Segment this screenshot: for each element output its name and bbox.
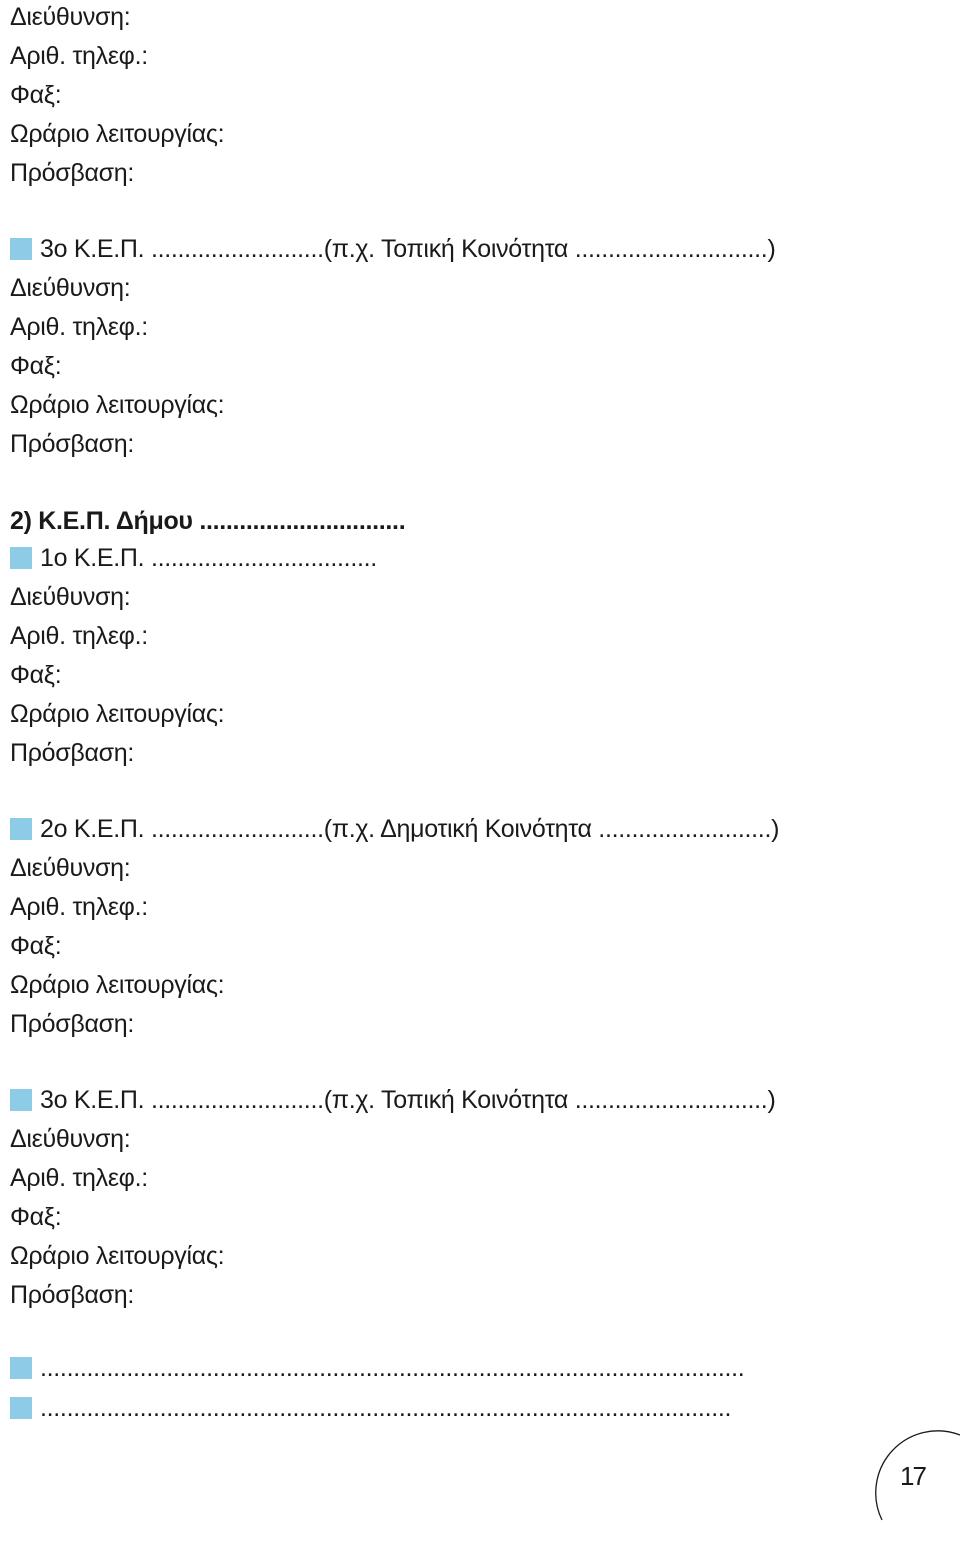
bullet-square-icon: [10, 238, 32, 260]
fax-label: Φαξ:: [10, 352, 62, 380]
section-heading: 2) Κ.Ε.Π. Δήμου ...............................: [10, 507, 406, 535]
address-label: Διεύθυνση:: [10, 3, 131, 31]
kep-entry-title: 1ο Κ.Ε.Π. ..................................: [40, 544, 377, 572]
blank-dotted-line: ..........................................................................................................: [40, 1354, 745, 1382]
address-label: Διεύθυνση:: [10, 854, 131, 882]
bullet-square-icon: [10, 818, 32, 840]
bullet-square-icon: [10, 1089, 32, 1111]
access-label: Πρόσβαση:: [10, 1281, 135, 1309]
kep-entry-title: 3ο Κ.Ε.Π. ..........................(π.χ. Τοπική Κοινότητα .............................): [40, 1086, 776, 1114]
hours-label: Ωράριο λειτουργίας:: [10, 391, 225, 419]
address-label: Διεύθυνση:: [10, 274, 131, 302]
fax-label: Φαξ:: [10, 1203, 62, 1231]
hours-label: Ωράριο λειτουργίας:: [10, 1242, 225, 1270]
fax-label: Φαξ:: [10, 81, 62, 109]
access-label: Πρόσβαση:: [10, 739, 135, 767]
address-label: Διεύθυνση:: [10, 1125, 131, 1153]
address-label: Διεύθυνση:: [10, 583, 131, 611]
kep-entry-title: 3ο Κ.Ε.Π. ..........................(π.χ. Τοπική Κοινότητα .............................): [40, 235, 776, 263]
phone-label: Αριθ. τηλεφ.:: [10, 313, 148, 341]
hours-label: Ωράριο λειτουργίας:: [10, 971, 225, 999]
blank-dotted-line: ........................................................................................................: [40, 1394, 732, 1422]
fax-label: Φαξ:: [10, 932, 62, 960]
access-label: Πρόσβαση:: [10, 430, 135, 458]
access-label: Πρόσβαση:: [10, 1010, 135, 1038]
phone-label: Αριθ. τηλεφ.:: [10, 893, 148, 921]
access-label: Πρόσβαση:: [10, 159, 135, 187]
kep-entry-title: 2ο Κ.Ε.Π. ..........................(π.χ. Δημοτική Κοινότητα ..........................): [40, 815, 780, 843]
phone-label: Αριθ. τηλεφ.:: [10, 1164, 148, 1192]
bullet-square-icon: [10, 547, 32, 569]
phone-label: Αριθ. τηλεφ.:: [10, 622, 148, 650]
page-number: 17: [900, 1461, 925, 1491]
fax-label: Φαξ:: [10, 661, 62, 689]
bullet-square-icon: [10, 1357, 32, 1379]
hours-label: Ωράριο λειτουργίας:: [10, 700, 225, 728]
phone-label: Αριθ. τηλεφ.:: [10, 42, 148, 70]
hours-label: Ωράριο λειτουργίας:: [10, 120, 225, 148]
bullet-square-icon: [10, 1397, 32, 1419]
